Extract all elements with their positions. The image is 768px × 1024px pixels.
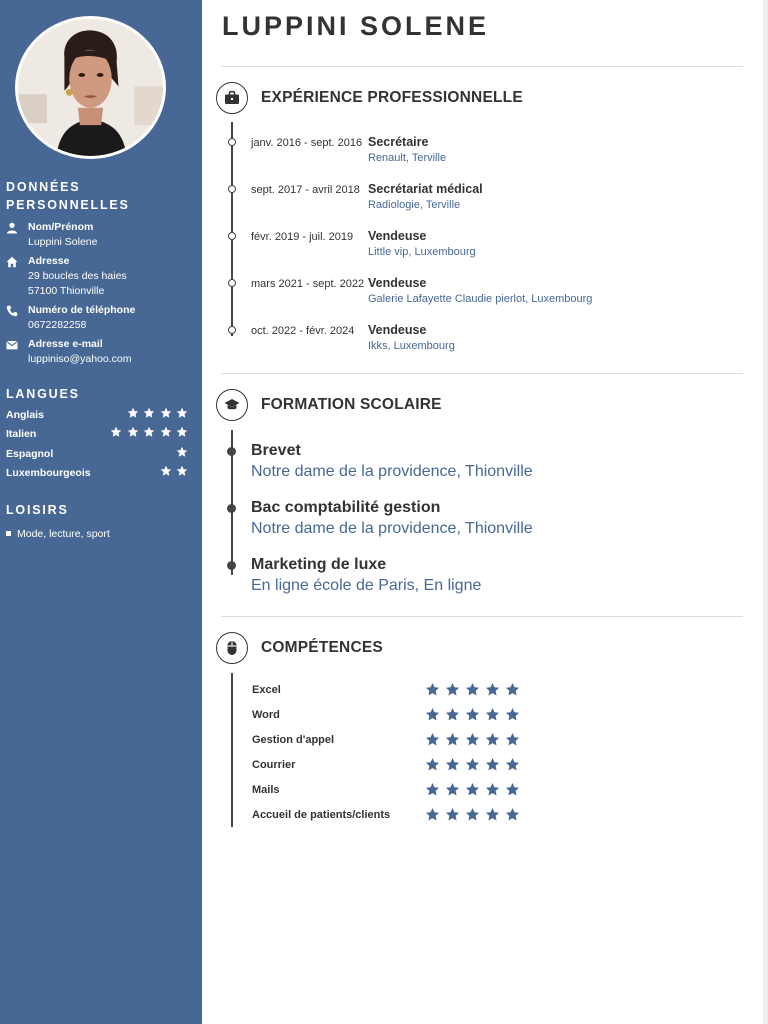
language-item	[6, 426, 188, 442]
name-label: Nom/Prénom	[28, 221, 94, 233]
experience-item	[251, 277, 731, 311]
language-name: Italien	[6, 428, 37, 440]
language-rating	[106, 426, 189, 442]
experience-title: Secrétaire	[368, 135, 429, 149]
skill-rating	[425, 682, 525, 702]
star-icon	[465, 707, 480, 722]
skill-name: Gestion d'appel	[252, 734, 335, 746]
address-line1: 29 boucles des haies	[28, 270, 127, 282]
star-icon	[425, 707, 440, 722]
language-name: Espagnol	[6, 448, 54, 460]
briefcase-icon	[216, 82, 248, 114]
skill-name: Courrier	[252, 759, 296, 771]
star-icon	[505, 732, 520, 747]
experience-place: Little vip, Luxembourg	[368, 246, 476, 258]
education-title: Marketing de luxe	[251, 556, 387, 573]
star-icon	[465, 732, 480, 747]
skill-name: Accueil de patients/clients	[252, 809, 391, 821]
star-icon	[176, 446, 188, 458]
education-place: Notre dame de la providence, Thionville	[251, 463, 533, 480]
education-title: Bac comptabilité gestion	[251, 499, 441, 516]
education-place: En ligne école de Paris, En ligne	[251, 577, 482, 594]
star-icon	[176, 465, 188, 477]
star-icon	[425, 782, 440, 797]
candidate-name: LUPPINI SOLENE	[222, 11, 490, 41]
phone-label: Numéro de téléphone	[28, 304, 136, 316]
star-icon	[465, 757, 480, 772]
star-icon	[485, 782, 500, 797]
mouse-icon	[216, 632, 248, 664]
skills-heading: COMPÉTENCES	[261, 639, 383, 656]
hobbies-heading: LOISIRS	[6, 503, 69, 517]
star-icon	[505, 707, 520, 722]
person-icon	[6, 222, 18, 234]
star-icon	[143, 426, 155, 438]
experience-place: Ikks, Luxembourg	[368, 340, 455, 352]
star-icon	[445, 707, 460, 722]
divider	[221, 373, 743, 374]
star-icon	[485, 807, 500, 822]
phone-icon	[6, 305, 18, 317]
experience-dates: sept. 2017 - avril 2018	[251, 184, 360, 196]
star-icon	[127, 426, 139, 438]
star-icon	[505, 682, 520, 697]
experience-place: Renault, Terville	[368, 152, 447, 164]
sidebar	[0, 0, 202, 1024]
star-icon	[127, 407, 139, 419]
experience-title: Vendeuse	[368, 323, 427, 337]
star-icon	[160, 465, 172, 477]
skill-item	[252, 757, 532, 773]
language-item	[6, 446, 188, 462]
star-icon	[143, 407, 155, 419]
skill-item	[252, 782, 532, 798]
star-icon	[465, 682, 480, 697]
language-item	[6, 407, 188, 423]
personal-data-heading	[6, 178, 130, 214]
divider	[221, 616, 743, 617]
star-icon	[160, 407, 172, 419]
name-value: Luppini Solene	[28, 236, 98, 248]
star-icon	[425, 757, 440, 772]
star-icon	[445, 732, 460, 747]
experience-timeline	[231, 122, 233, 336]
skill-rating	[425, 807, 525, 827]
experience-place: Radiologie, Terville	[368, 199, 461, 211]
divider	[221, 66, 743, 67]
experience-dates: janv. 2016 - sept. 2016	[251, 137, 363, 149]
language-item	[6, 465, 188, 481]
email-label: Adresse e-mail	[28, 338, 103, 350]
language-name: Luxembourgeois	[6, 467, 91, 479]
home-icon	[6, 256, 18, 268]
skill-rating	[425, 782, 525, 802]
skill-item	[252, 682, 532, 698]
experience-item	[251, 183, 731, 217]
timeline-dot	[228, 279, 236, 287]
personal-heading-line2: PERSONNELLES	[6, 198, 130, 212]
skills-timeline	[231, 673, 233, 827]
hobby-item	[6, 526, 110, 542]
star-icon	[445, 782, 460, 797]
skill-rating	[425, 732, 525, 752]
star-icon	[445, 807, 460, 822]
skill-item	[252, 707, 532, 723]
star-icon	[505, 807, 520, 822]
personal-item-address	[6, 255, 196, 297]
language-rating	[122, 407, 188, 423]
experience-item	[251, 136, 731, 170]
phone-value: 0672282258	[28, 319, 87, 331]
skill-rating	[425, 707, 525, 727]
star-icon	[505, 757, 520, 772]
star-icon	[176, 407, 188, 419]
star-icon	[485, 732, 500, 747]
experience-title: Secrétariat médical	[368, 182, 483, 196]
timeline-dot	[227, 504, 236, 513]
experience-dates: oct. 2022 - févr. 2024	[251, 325, 355, 337]
experience-item	[251, 324, 731, 358]
personal-item-phone	[6, 305, 196, 337]
skill-item	[252, 732, 532, 748]
timeline-dot	[228, 326, 236, 334]
experience-title: Vendeuse	[368, 276, 427, 290]
language-name: Anglais	[6, 409, 44, 421]
star-icon	[485, 707, 500, 722]
address-line2: 57100 Thionville	[28, 285, 105, 297]
personal-heading-line1: DONNÉES	[6, 180, 81, 194]
star-icon	[445, 757, 460, 772]
star-icon	[425, 682, 440, 697]
experience-heading: EXPÉRIENCE PROFESSIONNELLE	[261, 89, 523, 106]
timeline-dot	[228, 138, 236, 146]
personal-item-name	[6, 222, 196, 254]
languages-heading: LANGUES	[6, 387, 80, 401]
star-icon	[425, 807, 440, 822]
star-icon	[425, 732, 440, 747]
hobby-text: Mode, lecture, sport	[17, 528, 110, 540]
skill-name: Mails	[252, 784, 280, 796]
timeline-dot	[228, 185, 236, 193]
timeline-dot	[228, 232, 236, 240]
star-icon	[176, 426, 188, 438]
mail-icon	[6, 339, 18, 351]
star-icon	[505, 782, 520, 797]
star-icon	[485, 757, 500, 772]
star-icon	[485, 682, 500, 697]
profile-photo	[15, 16, 166, 159]
experience-place: Galerie Lafayette Claudie pierlot, Luxembourg	[368, 293, 593, 305]
experience-item	[251, 230, 731, 264]
education-title: Brevet	[251, 442, 301, 459]
star-icon	[465, 807, 480, 822]
timeline-dot	[227, 447, 236, 456]
star-icon	[465, 782, 480, 797]
personal-item-email	[6, 339, 196, 371]
bullet-icon	[6, 531, 11, 536]
star-icon	[160, 426, 172, 438]
star-icon	[445, 682, 460, 697]
star-icon	[110, 426, 122, 438]
skill-name: Excel	[252, 684, 281, 696]
language-rating	[155, 465, 188, 481]
experience-dates: mars 2021 - sept. 2022	[251, 278, 365, 290]
page-edge	[763, 0, 768, 1024]
graduation-cap-icon	[216, 389, 248, 421]
education-place: Notre dame de la providence, Thionville	[251, 520, 533, 537]
address-label: Adresse	[28, 255, 70, 267]
education-item	[251, 555, 731, 603]
skill-item	[252, 807, 532, 823]
timeline-dot	[227, 561, 236, 570]
skill-name: Word	[252, 709, 280, 721]
language-rating	[172, 446, 189, 462]
education-item	[251, 441, 731, 489]
email-value: luppiniso@yahoo.com	[28, 353, 132, 365]
experience-dates: févr. 2019 - juil. 2019	[251, 231, 354, 243]
education-item	[251, 498, 731, 546]
skill-rating	[425, 757, 525, 777]
experience-title: Vendeuse	[368, 229, 427, 243]
education-heading: FORMATION SCOLAIRE	[261, 396, 442, 413]
